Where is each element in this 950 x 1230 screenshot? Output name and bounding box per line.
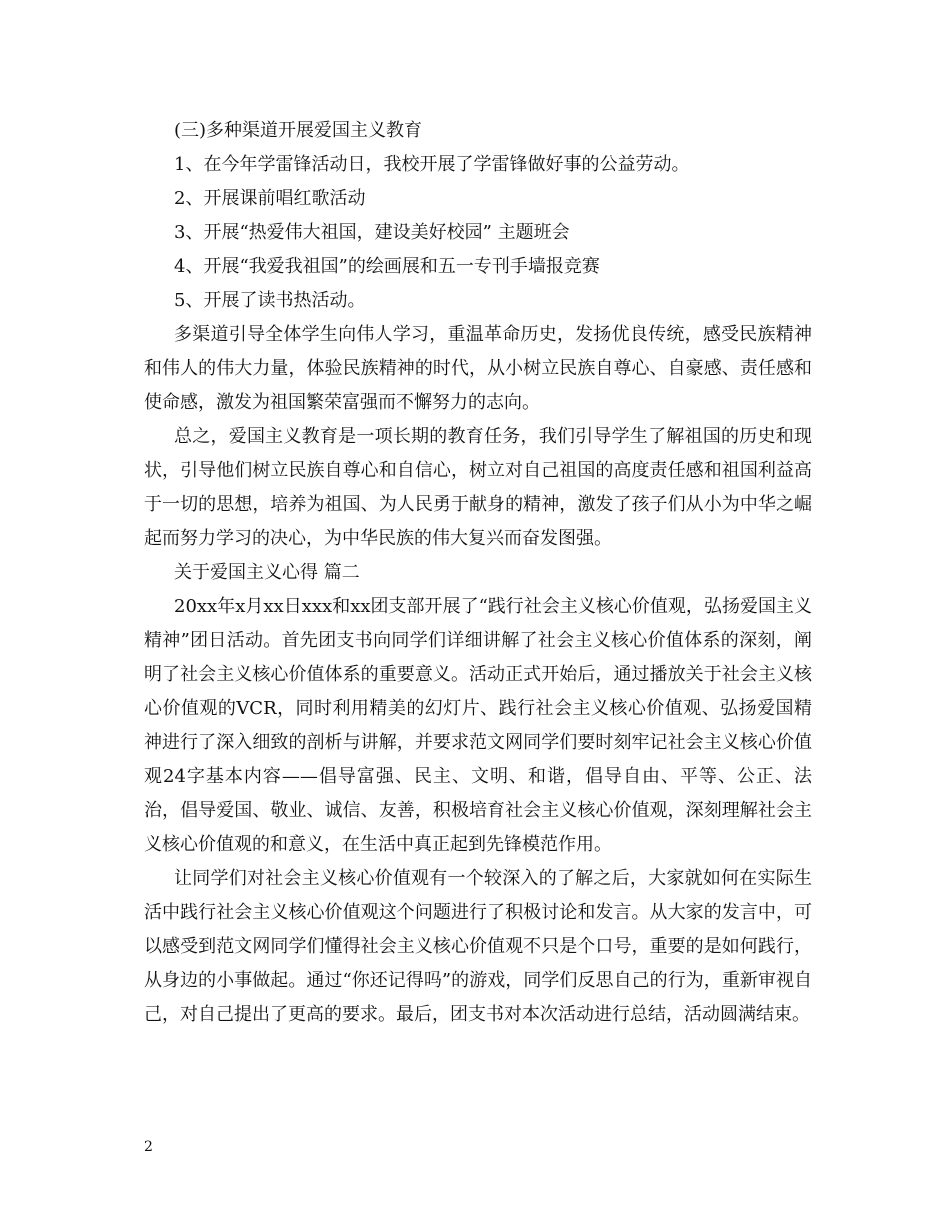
list-item-1: 1、在今年学雷锋活动日，我校开展了学雷锋做好事的公益劳动。: [174, 154, 690, 175]
page-number: 2: [144, 1139, 153, 1155]
list-item-3: 3、开展“热爱伟大祖国，建设美好校园” 主题班会: [174, 222, 570, 243]
list-item-4: 4、开展“我爱我祖国”的绘画展和五一专刊手墙报竞赛: [174, 256, 600, 277]
section-heading-three: (三)多种渠道开展爱国主义教育: [174, 120, 423, 141]
paragraph-summary: 总之，爱国主义教育是一项长期的教育任务，我们引导学生了解祖国的历史和现状，引导他们树立民族自尊心和自信心，树立对自己祖国的高度责任感和祖国利益高于一切的思想，培养为祖国、为人民勇于献身的精神，激发了孩子们从小为中华之崛起而努力学习的决心，为中华民族的伟大复兴而奋发图强。: [144, 426, 812, 549]
section-title-part-two: 关于爱国主义心得 篇二: [174, 562, 360, 583]
list-item-5: 5、开展了读书热活动。: [174, 290, 366, 311]
paragraph-discussion: 让同学们对社会主义核心价值观有一个较深入的了解之后，大家就如何在实际生活中践行社会主义核心价值观这个问题进行了积极讨论和发言。从大家的发言中，可以感受到范文网同学们懂得社会主义核心价值观不只是个口号，重要的是如何践行，从身边的小事做起。通过“你还记得吗”的游戏，同学们反思自己的行为，重新审视自己，对自己提出了更高的要求。最后，团支书对本次活动进行总结，活动圆满结束。: [144, 868, 812, 1025]
document-body: [144, 114, 812, 1032]
list-item-2: 2、开展课前唱红歌活动: [174, 188, 366, 209]
paragraph-league-activity: 20xx年x月xx日xxx和xx团支部开展了“践行社会主义核心价值观，弘扬爱国主义精神”团日活动。首先团支书向同学们详细讲解了社会主义核心价值体系的深刻，阐明了社会主义核心价值体系的重要意义。活动正式开始后，通过播放关于社会主义核心价值观的VCR，同时利用精美的幻灯片、践行社会主义核心价值观、弘扬爱国精神进行了深入细致的剖析与讲解，并要求范文网同学们要时刻牢记社会主义核心价值观24字基本内容——倡导富强、民主、文明、和谐，倡导自由、平等、公正、法治，倡导爱国、敬业、诚信、友善，积极培育社会主义核心价值观，深刻理解社会主义核心价值观的和意义，在生活中真正起到先锋模范作用。: [144, 596, 812, 855]
paragraph-multi-channel: 多渠道引导全体学生向伟人学习，重温革命历史，发扬优良传统，感受民族精神和伟人的伟大力量，体验民族精神的时代，从小树立民族自尊心、自豪感、责任感和使命感，激发为祖国繁荣富强而不懈努力的志向。: [144, 324, 812, 413]
